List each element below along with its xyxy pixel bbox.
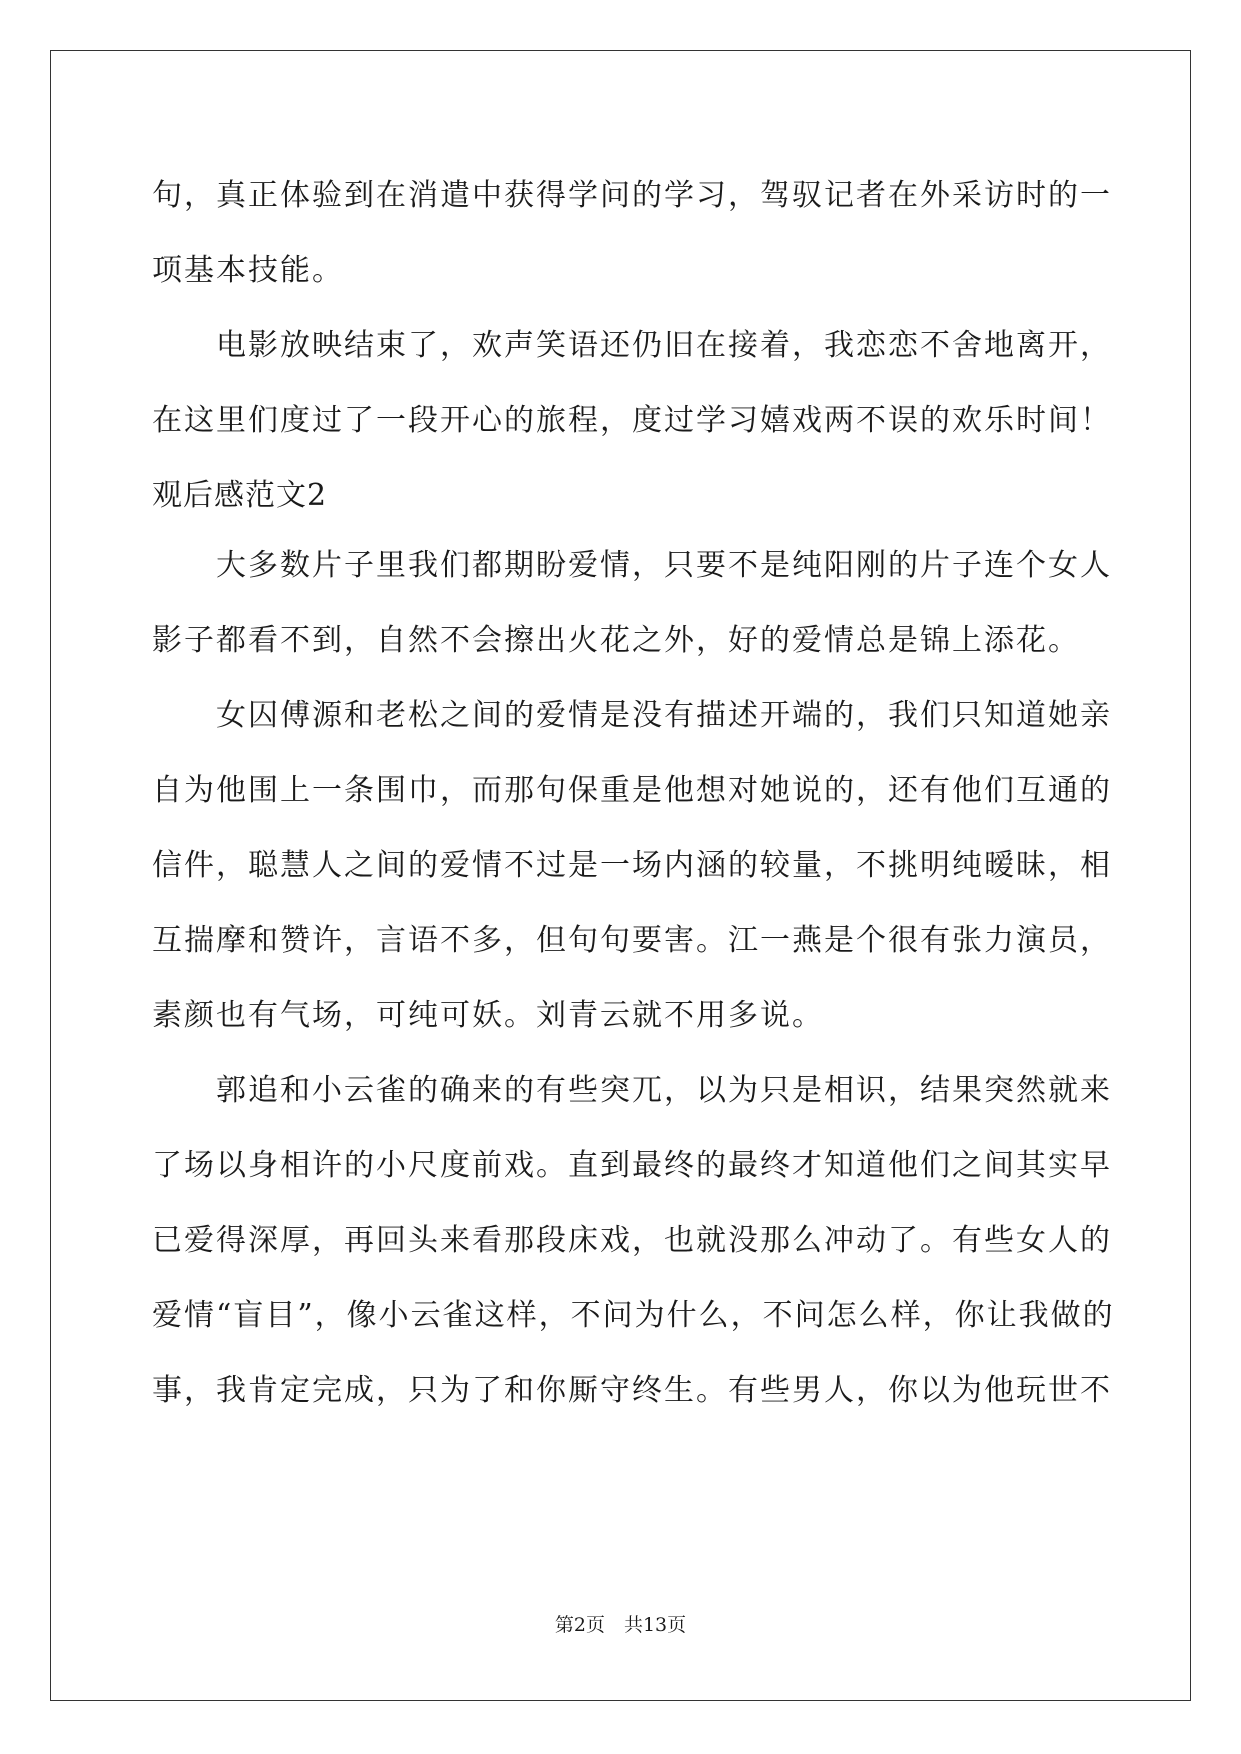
text-line: 在这里们度过了一段开心的旅程，度过学习嬉戏两不误的欢乐时间！	[152, 403, 1112, 438]
text-line: 已爱得深厚，再回头来看那段床戏，也就没那么冲动了。有些女人的	[152, 1223, 1112, 1258]
text-line: 郭追和小云雀的确来的有些突兀，以为只是相识，结果突然就来	[152, 1073, 1112, 1108]
text-line: 素颜也有气场，可纯可妖。刘青云就不用多说。	[152, 998, 824, 1033]
text-line: 了场以身相许的小尺度前戏。直到最终的最终才知道他们之间其实早	[152, 1148, 1112, 1183]
text-line: 影子都看不到，自然不会擦出火花之外，好的爱情总是锦上添花。	[152, 623, 1080, 658]
text-line: 自为他围上一条围巾，而那句保重是他想对她说的，还有他们互通的	[152, 773, 1112, 808]
text-line: 事，我肯定完成，只为了和你厮守终生。有些男人，你以为他玩世不	[152, 1373, 1112, 1408]
text-line: 互揣摩和赞许，言语不多，但句句要害。江一燕是个很有张力演员，	[152, 923, 1112, 958]
text-line: 电影放映结束了，欢声笑语还仍旧在接着，我恋恋不舍地离开，	[152, 328, 1112, 363]
text-line: 爱情“盲目”，像小云雀这样，不问为什么，不问怎么样，你让我做的	[152, 1298, 1115, 1333]
text-line: 大多数片子里我们都期盼爱情，只要不是纯阳刚的片子连个女人	[152, 548, 1112, 583]
text-line: 项基本技能。	[152, 253, 344, 288]
section-heading: 观后感范文2	[152, 478, 328, 513]
document-body	[152, 158, 1115, 1428]
text-line: 信件，聪慧人之间的爱情不过是一场内涵的较量，不挑明纯暧昧，相	[152, 848, 1112, 883]
text-line: 句，真正体验到在消遣中获得学问的学习，驾驭记者在外采访时的一	[152, 178, 1112, 213]
text-line: 女囚傅源和老松之间的爱情是没有描述开端的，我们只知道她亲	[152, 698, 1112, 733]
page-number-footer: 第2页 共13页	[554, 1614, 687, 1636]
